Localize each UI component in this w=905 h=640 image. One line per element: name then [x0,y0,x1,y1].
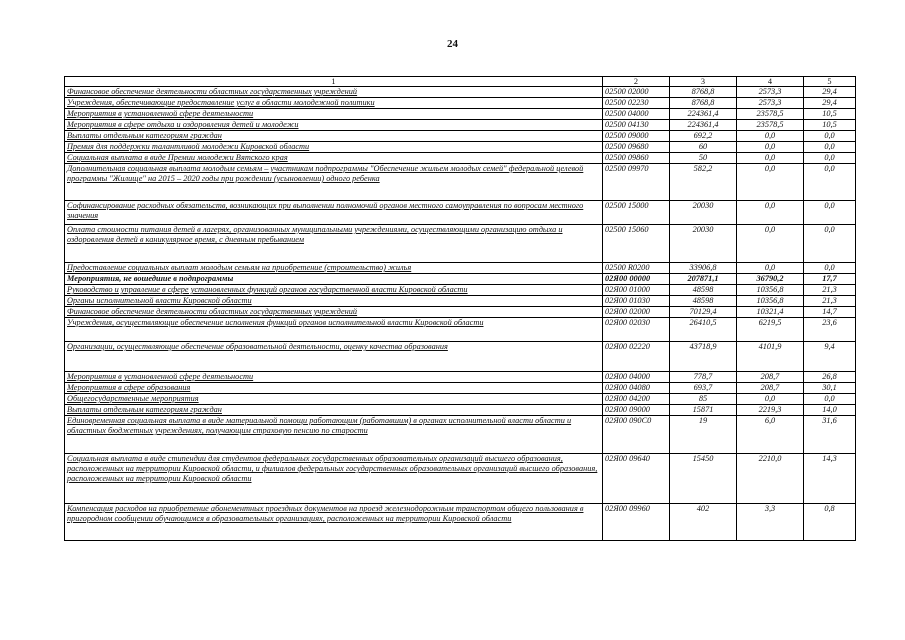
row-plan-cell: 582,2 [670,164,737,201]
table-row [65,131,856,142]
row-actual-cell: 0,0 [737,201,804,225]
row-actual-cell: 10356,8 [737,285,804,296]
row-percent-cell: 10,5 [804,109,856,120]
table-row [65,296,856,307]
row-name-cell [65,164,603,201]
row-name-cell [65,383,603,394]
row-plan-cell: 8768,8 [670,98,737,109]
table-row [65,87,856,98]
row-code-cell: 02Я00 02030 [603,318,670,342]
row-percent-cell: 14,0 [804,405,856,416]
row-actual-cell: 2219,3 [737,405,804,416]
row-name-cell [65,131,603,142]
row-percent-cell: 21,3 [804,285,856,296]
row-name-cell [65,98,603,109]
row-name-text: Компенсация расходов на приобретение абонементных проездных документов на проезд железнодорожным транспортом общего пользования в пригородном сообщении обучающимся в образовательных организациях, расположенных на территории Кировской области [67,504,584,523]
row-name-cell [65,201,603,225]
row-plan-cell: 20030 [670,201,737,225]
row-actual-cell: 208,7 [737,372,804,383]
row-code-cell: 02Я00 04000 [603,372,670,383]
row-name-text: Премия для поддержки талантливой молодежи Кировской области [67,142,310,151]
row-code-cell: 02Я00 09640 [603,454,670,504]
row-code-cell: 02Я00 09960 [603,504,670,541]
table-row [65,142,856,153]
row-name-text: Софинансирование расходных обязательств, возникающих при выполнении полномочий органов местного самоуправления по вопросам местного значения [67,201,584,220]
row-percent-cell: 10,5 [804,120,856,131]
row-plan-cell: 43718,9 [670,342,737,372]
table-row [65,318,856,342]
row-actual-cell: 23578,5 [737,109,804,120]
row-percent-cell: 21,3 [804,296,856,307]
row-code-cell: 02500 02000 [603,87,670,98]
row-code-cell: 02500 04000 [603,109,670,120]
row-code-cell: 02Я00 01030 [603,296,670,307]
row-name-cell [65,285,603,296]
column-header-2: 2 [603,77,670,87]
table-row [65,263,856,274]
row-code-cell: 02500 09000 [603,131,670,142]
row-name-text: Мероприятия в сфере отдыха и оздоровления детей и молодежи [67,120,299,129]
row-plan-cell: 224361,4 [670,120,737,131]
row-code-cell: 02Я00 02000 [603,307,670,318]
row-actual-cell: 10356,8 [737,296,804,307]
column-header-1: 1 [65,77,603,87]
row-plan-cell: 224361,4 [670,109,737,120]
table-row [65,394,856,405]
row-percent-cell: 17,7 [804,274,856,285]
row-plan-cell: 8768,8 [670,87,737,98]
table-row [65,405,856,416]
row-name-text: Оплата стоимости питания детей в лагерях, организованных муниципальными учреждениями, осуществляющими организацию отдыха и оздоровления детей в каникулярное время, с дневным пребыванием [67,225,563,244]
row-name-cell [65,416,603,454]
column-header-4: 4 [737,77,804,87]
row-name-cell [65,307,603,318]
row-name-text: Организации, осуществляющие обеспечение образовательной деятельности, оценку качества образования [67,342,448,351]
row-code-cell: 02500 15060 [603,225,670,263]
row-name-cell [65,504,603,541]
row-name-text: Выплаты отдельным категориям граждан [67,131,222,140]
row-name-text: Финансовое обеспечение деятельности областных государственных учреждений [67,87,358,96]
row-actual-cell: 4101,9 [737,342,804,372]
row-percent-cell: 0,0 [804,164,856,201]
row-percent-cell: 14,7 [804,307,856,318]
row-name-text: Мероприятия в установленной сфере деятельности [67,372,254,381]
row-name-text: Учреждения, осуществляющие обеспечение исполнения функций органов исполнительной власти Кировской области [67,318,484,327]
row-plan-cell: 15871 [670,405,737,416]
row-name-cell [65,394,603,405]
row-plan-cell: 26410,5 [670,318,737,342]
row-code-cell: 02500 02230 [603,98,670,109]
table-row [65,109,856,120]
row-name-cell [65,342,603,372]
row-name-text: Единовременная социальная выплата в виде материальной помощи работающим (работавшим) в органах исполнительной власти области и областных бюджетных учреждениях, получающим страховую пенсию по старости [67,416,572,435]
row-code-cell: 02Я00 01000 [603,285,670,296]
row-code-cell: 02500 09970 [603,164,670,201]
row-name-text: Дополнительная социальная выплата молодым семьям – участникам подпрограммы "Обеспечение жильем молодых семей" федеральной целевой программы "Жилище" на 2015 – 2020 годы при рождении (усыновлении) одного ребенка [67,164,584,183]
row-name-text: Мероприятия в установленной сфере деятельности [67,109,254,118]
row-actual-cell: 0,0 [737,263,804,274]
row-percent-cell: 0,0 [804,225,856,263]
row-actual-cell: 0,0 [737,153,804,164]
row-percent-cell: 29,4 [804,87,856,98]
row-actual-cell: 208,7 [737,383,804,394]
row-name-text: Учреждения, обеспечивающие предоставление услуг в области молодежной политики [67,98,375,107]
row-code-cell: 02Я00 02220 [603,342,670,372]
row-plan-cell: 60 [670,142,737,153]
row-plan-cell: 693,7 [670,383,737,394]
row-actual-cell: 3,3 [737,504,804,541]
row-name-text: Выплаты отдельным категориям граждан [67,405,222,414]
table-row [65,98,856,109]
row-plan-cell: 19 [670,416,737,454]
table-row [65,201,856,225]
row-percent-cell: 0,0 [804,153,856,164]
row-name-text: Социальная выплата в виде Премии молодежи Вятского края [67,153,288,162]
row-name-text: Предоставление социальных выплат молодым семьям на приобретение (строительство) жилья [67,263,412,272]
table-row [65,307,856,318]
row-name-cell [65,263,603,274]
row-name-cell [65,454,603,504]
row-percent-cell: 0,0 [804,142,856,153]
table-header-row [65,77,856,87]
table-row [65,285,856,296]
row-name-cell [65,296,603,307]
column-header-5: 5 [804,77,856,87]
row-name-cell [65,87,603,98]
row-actual-cell: 2210,0 [737,454,804,504]
row-name-text: Социальная выплата в виде стипендии для студентов федеральных государственных образовательных организаций высшего образования, расположенных на территории Кировской области, и филиалов федеральных государственных образовательных организаций высшего образования, расположенных на территории Кировской области [67,454,598,483]
row-actual-cell: 2573,3 [737,87,804,98]
row-percent-cell: 0,8 [804,504,856,541]
row-plan-cell: 33906,8 [670,263,737,274]
row-percent-cell: 29,4 [804,98,856,109]
row-percent-cell: 30,1 [804,383,856,394]
table-row [65,372,856,383]
row-plan-cell: 207871,1 [670,274,737,285]
row-plan-cell: 402 [670,504,737,541]
row-plan-cell: 778,7 [670,372,737,383]
row-plan-cell: 85 [670,394,737,405]
table-row [65,454,856,504]
row-plan-cell: 692,2 [670,131,737,142]
row-code-cell: 02Я00 00000 [603,274,670,285]
row-code-cell: 02500 09680 [603,142,670,153]
row-name-text: Финансовое обеспечение деятельности областных государственных учреждений [67,307,358,316]
row-code-cell: 02500 R0200 [603,263,670,274]
row-name-cell [65,142,603,153]
table-row [65,274,856,285]
row-plan-cell: 50 [670,153,737,164]
table-body [65,87,856,541]
row-plan-cell: 20030 [670,225,737,263]
table-row [65,383,856,394]
row-actual-cell: 0,0 [737,225,804,263]
table-row [65,120,856,131]
table-row [65,225,856,263]
row-name-cell [65,153,603,164]
row-actual-cell: 0,0 [737,131,804,142]
row-plan-cell: 70129,4 [670,307,737,318]
row-actual-cell: 6219,5 [737,318,804,342]
row-name-text: Руководство и управление в сфере установленных функций органов государственной власти Кировской области [67,285,468,294]
row-actual-cell: 0,0 [737,394,804,405]
row-percent-cell: 23,6 [804,318,856,342]
row-code-cell: 02500 04130 [603,120,670,131]
budget-table [64,76,856,541]
row-code-cell: 02Я00 04200 [603,394,670,405]
row-actual-cell: 10321,4 [737,307,804,318]
row-name-text: Общегосударственные мероприятия [67,394,199,403]
row-name-text: Мероприятия в сфере образования [67,383,191,392]
column-header-3: 3 [670,77,737,87]
row-percent-cell: 0,0 [804,201,856,225]
row-percent-cell: 26,8 [804,372,856,383]
row-percent-cell: 0,0 [804,263,856,274]
row-name-cell [65,372,603,383]
row-code-cell: 02Я00 04080 [603,383,670,394]
row-plan-cell: 15450 [670,454,737,504]
row-plan-cell: 48598 [670,296,737,307]
row-name-cell [65,318,603,342]
page-number: 24 [447,38,458,50]
row-percent-cell: 31,6 [804,416,856,454]
row-code-cell: 02500 09860 [603,153,670,164]
row-actual-cell: 0,0 [737,142,804,153]
row-actual-cell: 23578,5 [737,120,804,131]
row-actual-cell: 2573,3 [737,98,804,109]
row-code-cell: 02Я00 090С0 [603,416,670,454]
table-row [65,504,856,541]
row-percent-cell: 0,0 [804,131,856,142]
row-percent-cell: 9,4 [804,342,856,372]
row-name-cell [65,109,603,120]
table-row [65,153,856,164]
row-name-text: Мероприятия, не вошедшие в подпрограммы [67,274,234,283]
row-percent-cell: 14,3 [804,454,856,504]
row-actual-cell: 6,0 [737,416,804,454]
row-name-cell [65,120,603,131]
table-row [65,416,856,454]
row-code-cell: 02Я00 09000 [603,405,670,416]
row-name-cell [65,225,603,263]
row-name-text: Органы исполнительной власти Кировской области [67,296,252,305]
row-plan-cell: 48598 [670,285,737,296]
table-row [65,164,856,201]
row-name-cell [65,274,603,285]
row-percent-cell: 0,0 [804,394,856,405]
row-actual-cell: 36790,2 [737,274,804,285]
row-code-cell: 02500 15000 [603,201,670,225]
table-row [65,342,856,372]
row-actual-cell: 0,0 [737,164,804,201]
row-name-cell [65,405,603,416]
